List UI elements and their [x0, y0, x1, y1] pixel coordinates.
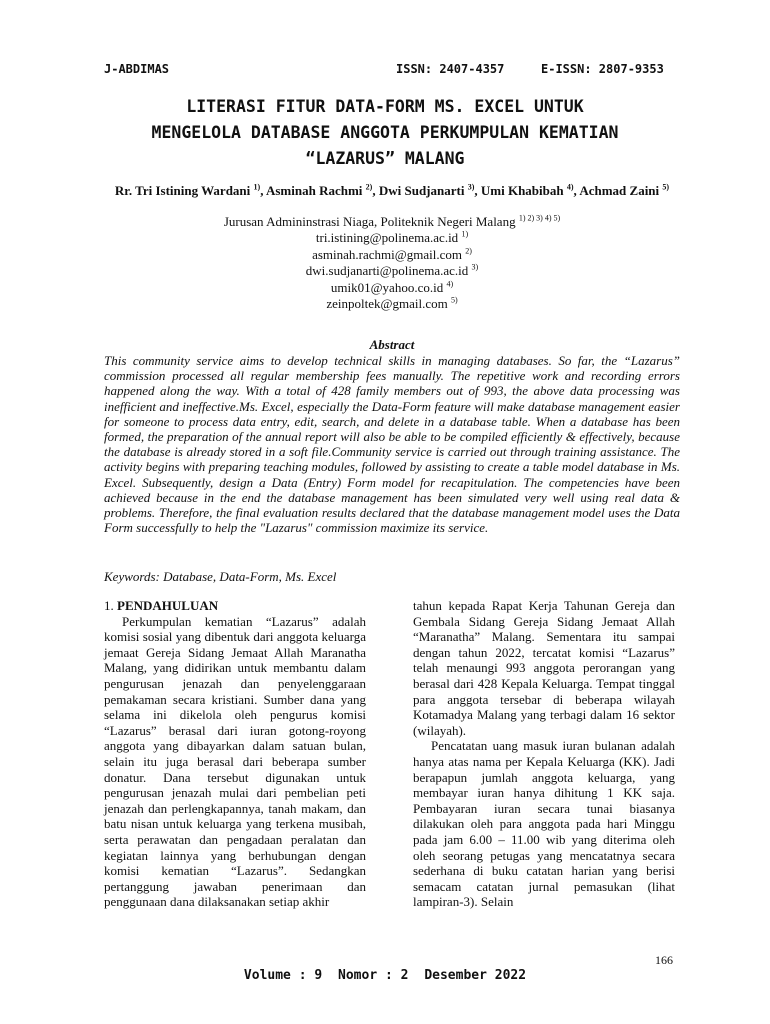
title-line: LITERASI FITUR DATA-FORM MS. EXCEL UNTUK: [186, 97, 584, 116]
abstract-heading: Abstract: [369, 337, 415, 352]
author-name: Asminah Rachmi: [265, 183, 363, 198]
email-mark: 1): [461, 230, 469, 240]
left-column: [104, 598, 366, 910]
affiliation-block: [104, 214, 680, 312]
author-mark: 3): [467, 182, 475, 192]
author-list: Rr. Tri Istining Wardani $^{1)}$, Asminah Rachmi $^{2)}$, Dwi Sudjanarti $^{3)}$, Umi Khabibah $^{4)}$, Achmad Zaini $^{5)}$: [114, 182, 670, 198]
body-paragraph: tahun kepada Rapat Kerja Tahunan Gereja dan Gembala Sidang Gereja Sidang Jemaat Allah “Maranatha” Malang. Sementara itu sampai dengan tahun 2022, tercatat komisi “Lazarus” telah menaungi 993 anggota perorangan yang berasal dari 428 Kepala Keluarga. Tempat tinggal para anggota tersebar di beberapa wilayah Kotamadya Malang yang terbagi dalam 16 sektor (wilayah).: [413, 598, 675, 738]
footer-volume: Volume : 9: [243, 968, 323, 983]
affiliation: Jurusan Admininstrasi Niaga, Politeknik Negeri Malang: [223, 214, 516, 229]
section-title: PENDAHULUAN: [117, 598, 219, 613]
page-number: 166: [655, 953, 673, 967]
title-line: MENGELOLA DATABASE ANGGOTA PERKUMPULAN KEMATIAN: [151, 123, 619, 142]
title-line: “LAZARUS” MALANG: [305, 149, 465, 168]
footer: [0, 968, 770, 983]
abstract-text: This community service aims to develop technical skills in managing databases. So far, the “Lazarus” commission processed all regular membership fees manually. The repetitive work and recording errors happened along the way. With a total of 428 family members out of 993, the above data processing was inefficient and ineffective.Ms. Excel, especially the Data-Form feature will make database management easier for someone to process data entry, edit, search, and delete in a database table. When a database has been formed, the preparation of the annual report will also be able to be compiled efficiently & effectively, because the database is already stored in a soft file.Community service is carried out through training assistance. The activity begins with preparing teaching modules, followed by assisting to create a table model database in Ms. Excel. Subsequently, design a Data (Entry) Form model for recapitulation. The competencies have been achieved because in the end the database management has been simulated very well using real data & problems. Therefore, the final evaluation results declared that the database management model uses the Data Form successfully to help the "Lazarus" commission maximize its service.: [104, 353, 680, 536]
email: umik01@yahoo.co.id: [330, 279, 444, 295]
author-name: Rr. Tri Istining Wardani: [114, 183, 251, 198]
email: tri.istining@polinema.ac.id: [315, 230, 459, 246]
section-number: 1.: [104, 598, 114, 613]
author-name: Achmad Zaini: [579, 183, 660, 198]
author-mark: 2): [365, 182, 373, 192]
body-paragraph: Perkumpulan kematian “Lazarus” adalah komisi sosial yang dibentuk dari anggota keluarga jemaat Gereja Sidang Jemaat Allah Maranatha Malang, yang didirikan untuk membantu dalam pengurusan jenazah dan penyelenggaraan pemakaman secara kristiani. Sumber dana yang selama ini dikelola oleh pengurus komisi “Lazarus” berasal dari iuran gotong-royong anggota yang dibayarkan dalam satuan bulan, selain itu juga berasal dari beberapa sumber donatur. Dana tersebut digunakan untuk pengurusan jenazah mulai dari pembelian peti jenazah dan perlengkapannya, tanah makam, dan batu nisan untuk keluarga yang terkena musibah, serta perawatan dan pengadaan peralatan dan kegiatan lainnya yang berhubungan dengan komisi kematian “Lazarus”. Sedangkan pertanggung jawaban penerimaan dan penggunaan dana dilaksanakan setiap akhir: [104, 613, 366, 910]
journal-name: J-ABDIMAS: [104, 62, 170, 76]
author-name: Dwi Sudjanarti: [378, 183, 465, 198]
author-mark: 5): [662, 182, 670, 192]
email-mark: 5): [450, 295, 458, 305]
email: asminah.rachmi@gmail.com: [312, 246, 462, 262]
right-column: [413, 598, 675, 910]
footer-date: Desember 2022: [424, 968, 527, 983]
paper-title: [90, 94, 680, 172]
email-mark: 4): [446, 279, 454, 289]
author-mark: 1): [253, 182, 261, 192]
e-issn: E-ISSN: 2807-9353: [541, 62, 664, 76]
author-mark: 4): [566, 182, 574, 192]
section-heading: [104, 598, 366, 614]
email: zeinpoltek@gmail.com: [326, 296, 448, 312]
issn: ISSN: 2407-4357: [396, 62, 505, 76]
footer-nomor: Nomor : 2: [338, 968, 409, 983]
keywords: Keywords: Database, Data-Form, Ms. Excel: [104, 569, 337, 584]
email: dwi.sudjanarti@polinema.ac.id: [305, 263, 469, 279]
email-mark: 3): [471, 262, 479, 272]
email-mark: 2): [465, 246, 472, 256]
affiliation-marks: 1) 2) 3) 4) 5): [518, 213, 561, 223]
author-name: Umi Khabibah: [480, 183, 564, 198]
body-paragraph: Pencatatan uang masuk iuran bulanan adalah hanya atas nama per Kepala Keluarga (KK). Jadi berapapun jumlah anggota keluarga, yang membayar iuran hanya dihitung 1 KK saja. Pembayaran iuran secara tunai biasanya dilakukan oleh para anggota pada hari Minggu pada jam 6.00 – 11.00 wib yang diterima oleh oleh seorang petugas yang mencatatnya secara sederhana di buku catatan harian yang berisi semacam catatan jurnal pemasukan (lihat lampiran-3). Selain: [413, 738, 675, 910]
